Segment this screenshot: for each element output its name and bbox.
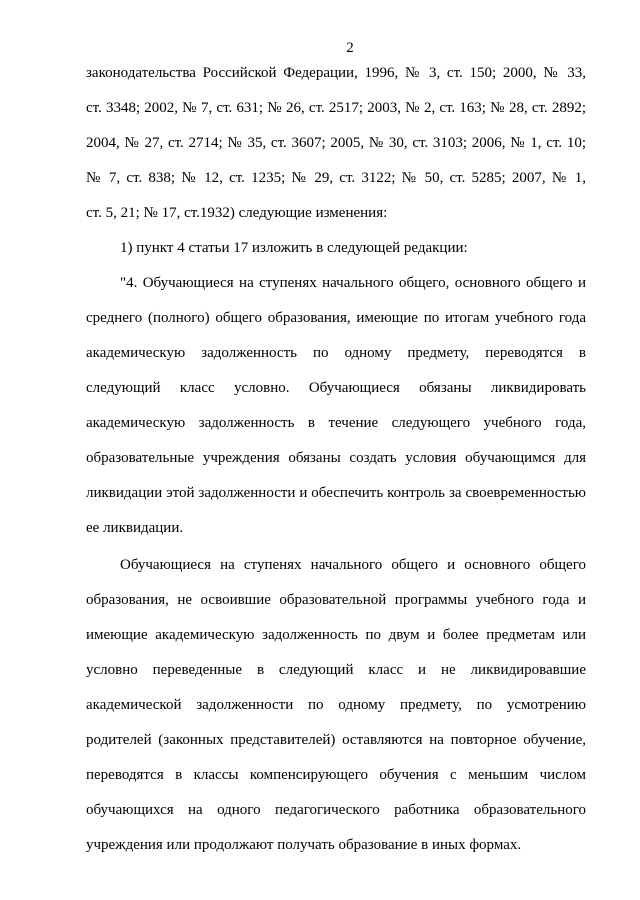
text-line: имеющие академическую задолженность по двум и более предметам или: [86, 627, 586, 643]
text-line: № 7, ст. 838; № 12, ст. 1235; № 29, ст. 3122; № 50, ст. 5285; 2007, № 1,: [86, 170, 586, 186]
text-line: образовательные учреждения обязаны создать условия обучающимся для: [86, 450, 586, 466]
text-line: среднего (полного) общего образования, имеющие по итогам учебного года: [86, 310, 586, 326]
text-line: ст. 5, 21; № 17, ст.1932) следующие изменения:: [86, 205, 388, 221]
text-line: 1) пункт 4 статьи 17 изложить в следующей редакции:: [120, 240, 468, 256]
text-line: ликвидации этой задолженности и обеспечить контроль за своевременностью: [86, 485, 586, 501]
text-line: законодательства Российской Федерации, 1996, № 3, ст. 150; 2000, № 33,: [86, 65, 586, 81]
text-line: академическую задолженность в течение следующего учебного года,: [86, 415, 586, 431]
page-number: 2: [346, 40, 354, 56]
text-line: академической задолженности по одному предмету, по усмотрению: [86, 697, 586, 713]
text-line: родителей (законных представителей) оставляются на повторное обучение,: [86, 732, 586, 748]
text-line: учреждения или продолжают получать образование в иных формах.: [86, 837, 522, 853]
text-line: академическую задолженность по одному предмету, переводятся в: [86, 345, 586, 361]
text-line: условно переведенные в следующий класс и не ликвидировавшие: [86, 662, 586, 678]
text-line: Обучающиеся на ступенях начального общего и основного общего: [120, 557, 586, 573]
text-line: обучающихся на одного педагогического работника образовательного: [86, 802, 586, 818]
text-line: следующий класс условно. Обучающиеся обязаны ликвидировать: [86, 380, 586, 396]
text-line: образования, не освоившие образовательной программы учебного года и: [86, 592, 586, 608]
text-line: "4. Обучающиеся на ступенях начального общего, основного общего и: [120, 275, 586, 291]
text-line: ее ликвидации.: [86, 520, 184, 536]
text-line: переводятся в классы компенсирующего обучения с меньшим числом: [86, 767, 586, 783]
text-line: 2004, № 27, ст. 2714; № 35, ст. 3607; 2005, № 30, ст. 3103; 2006, № 1, ст. 10;: [86, 135, 586, 151]
text-line: ст. 3348; 2002, № 7, ст. 631; № 26, ст. 2517; 2003, № 2, ст. 163; № 28, ст. 2892;: [86, 100, 586, 116]
